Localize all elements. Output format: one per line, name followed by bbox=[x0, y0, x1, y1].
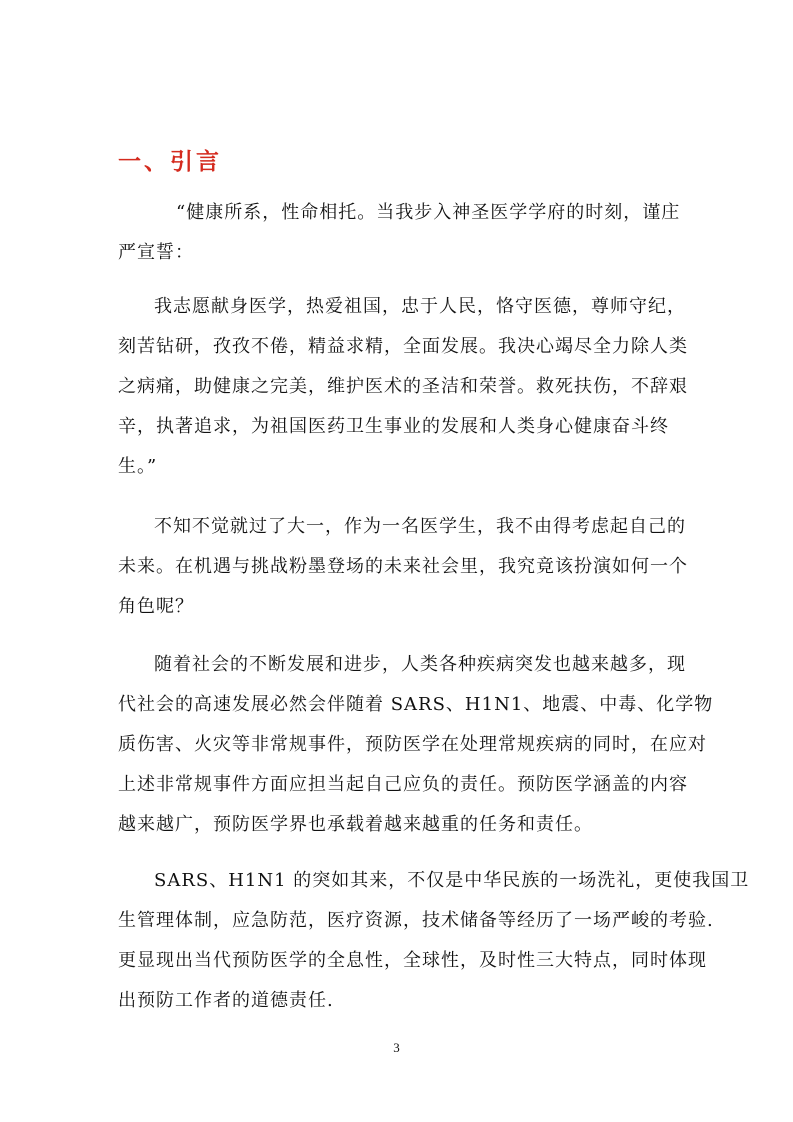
page-number: 3 bbox=[393, 1040, 400, 1055]
text-line: 辛，执著追求，为祖国医药卫生事业的发展和人类身心健康奋斗终 bbox=[118, 416, 669, 437]
text-line: 生。” bbox=[118, 456, 158, 477]
text-line: 刻苦钻研，孜孜不倦，精益求精，全面发展。我决心竭尽全力除人类 bbox=[118, 336, 688, 357]
text-line: 生管理体制，应急防范，医疗资源，技术储备等经历了一场严峻的考验. bbox=[118, 910, 714, 931]
text-line: 之病痛，助健康之完美，维护医术的圣洁和荣誉。救死扶伤，不辞艰 bbox=[118, 376, 688, 397]
text-line: 严宣誓： bbox=[118, 242, 194, 263]
text-line: 代社会的高速发展必然会伴随着 SARS、H1N1、地震、中毒、化学物 bbox=[118, 694, 714, 715]
text-line: 上述非常规事件方面应担当起自己应负的责任。预防医学涵盖的内容 bbox=[118, 774, 688, 795]
text-line: 我志愿献身医学，热爱祖国，忠于人民，恪守医德，尊师守纪， bbox=[154, 296, 686, 317]
section-heading: 一、引言 bbox=[118, 149, 222, 175]
text-line: 质伤害、火灾等非常规事件，预防医学在处理常规疾病的同时，在应对 bbox=[118, 734, 707, 755]
text-line: SARS、H1N1 的突如其来，不仅是中华民族的一场洗礼，更使我国卫 bbox=[154, 870, 750, 891]
text-line: 更显现出当代预防医学的全息性，全球性，及时性三大特点，同时体现 bbox=[118, 950, 707, 971]
text-line: 未来。在机遇与挑战粉墨登场的未来社会里，我究竟该扮演如何一个 bbox=[118, 556, 688, 577]
text-line: 不知不觉就过了大一，作为一名医学生，我不由得考虑起自己的 bbox=[154, 516, 686, 537]
text-line: 越来越广，预防医学界也承载着越来越重的任务和责任。 bbox=[118, 814, 593, 835]
text-line: 随着社会的不断发展和进步，人类各种疾病突发也越来越多，现 bbox=[154, 654, 686, 675]
text-line: “健康所系，性命相托。当我步入神圣医学学府的时刻，谨庄 bbox=[176, 202, 681, 223]
text-line: 角色呢？ bbox=[118, 596, 194, 617]
text-line: 出预防工作者的道德责任. bbox=[118, 990, 334, 1011]
